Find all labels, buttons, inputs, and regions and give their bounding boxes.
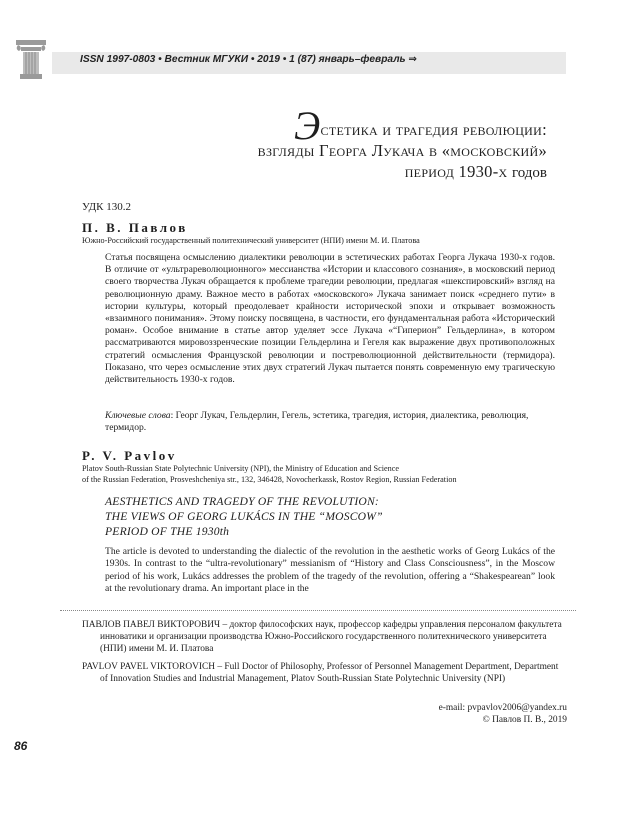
title-initial: Э	[294, 103, 321, 148]
author-bio-en	[82, 662, 568, 686]
abstract-ru-text: Статья посвящена осмыслению диалектики революции в эстетических работах Георга Лукача 1930-х годов. В отличие от «ультрареволюционного» мессианства «Истории и классового сознания», в московский период своего творчества Лукач обращается к проблеме трагедии революции, предлагая «шекспировский» взгляд на революционную драму. Важное место в работах «московского» Лукача занимает поиск «среднего пути» в истории культуры, который преодолевает крайности исторической эпохи и открывает возможность «взаимного понимания». Этому поиску посвящена, в частности, его фундаментальная работа «Исторический роман». Особое внимание в статье автор уделяет эссе Лукача «“Гиперион” Гельдерлина», в котором рассматриваются мировоззренческие позиции Гельдерлина и Гегеля как выражение двух противоположных стратегий осмысления Французской революции и постреволюционной действительности (термидора). Показано, что через осмысление этих двух стратегий Лукач пытается понять современную ему трагическую действительность 1930-х годов.	[105, 252, 555, 386]
journal-logo-column-icon	[14, 40, 48, 80]
affiliation-en-line-1: Platov South-Russian State Polytechnic University (NPI), the Ministry of Education and Science	[82, 464, 399, 473]
title-en-line-1: AESTHETICS AND TRAGEDY OF THE REVOLUTION:	[105, 495, 379, 508]
footnote-divider	[60, 610, 576, 611]
journal-header: ISSN 1997-0803 • Вестник МГУКИ • 2019 • 1 (87) январь–февраль ⇒	[80, 54, 417, 65]
contact-block	[439, 703, 567, 727]
author-affiliation-en	[82, 464, 457, 485]
title-line-3-lower: годов	[511, 165, 547, 181]
bio-ru-text: ПАВЛОВ ПАВЕЛ ВИКТОРОВИЧ – доктор философских наук, профессор кафедры управления персоналом факультета инноватики и организации производства Южно-Российского государственного политехнического университета (НПИ) имени М. И. Платова	[82, 620, 562, 654]
article-title-en	[105, 494, 383, 539]
title-line-2: взгляды Георга Лукача в «московский»	[257, 141, 547, 160]
keywords-ru	[105, 410, 555, 434]
abstract-ru	[105, 252, 555, 386]
author-affiliation-ru: Южно-Российский государственный политехнический университет (НПИ) имени М. И. Платова	[82, 236, 420, 245]
title-en-line-3: PERIOD OF THE 1930	[105, 525, 220, 538]
keywords-label: Ключевые слова	[105, 410, 171, 421]
author-email: e-mail: pvpavlov2006@yandex.ru	[438, 703, 567, 713]
title-line-3: период 1930-х	[404, 162, 508, 181]
page-number: 86	[14, 739, 28, 753]
abstract-en: The article is devoted to understanding the dialectic of the revolution in the aesthetic works of Georg Lukács of the 1930s. In contrast to the “ultra-revolutionary” messianism of “History and Class Consciousness”, in the Moscow period of his work, Lukács addresses the problem of the tragedy of the revolution, offering a “Shakespearean” look at the revolutionary drama. An important place in the	[105, 546, 555, 594]
keywords-text: : Георг Лукач, Гельдерлин, Гегель, эстетика, трагедия, история, диалектика, революция, термидор.	[105, 410, 529, 434]
title-en-line-3-suffix: th	[219, 525, 230, 538]
copyright: © Павлов П. В., 2019	[482, 714, 567, 725]
affiliation-en-line-2: of the Russian Federation, Prosveshcheniya str., 132, 346428, Novocherkassk, Rostov Region, Russian Federation	[82, 474, 457, 484]
author-name-en: P. V. Pavlov	[82, 448, 177, 463]
bio-en-text: PAVLOV PAVEL VIKTOROVICH – Full Doctor of Philosophy, Professor of Personnel Management Department, Department of Innovation Studies and Industrial Management, Platov South-Russian State Polytechnic University (NPI)	[82, 662, 559, 684]
title-line-1: стетика и трагедия революции:	[320, 120, 547, 139]
author-name-ru: П. В. Павлов	[82, 220, 188, 235]
author-bio-ru	[82, 620, 568, 655]
title-en-line-2: THE VIEWS OF GEORG LUKÁCS IN THE “MOSCOW”	[105, 510, 383, 523]
article-title-ru	[127, 103, 547, 184]
udk-code: УДК 130.2	[82, 201, 132, 213]
